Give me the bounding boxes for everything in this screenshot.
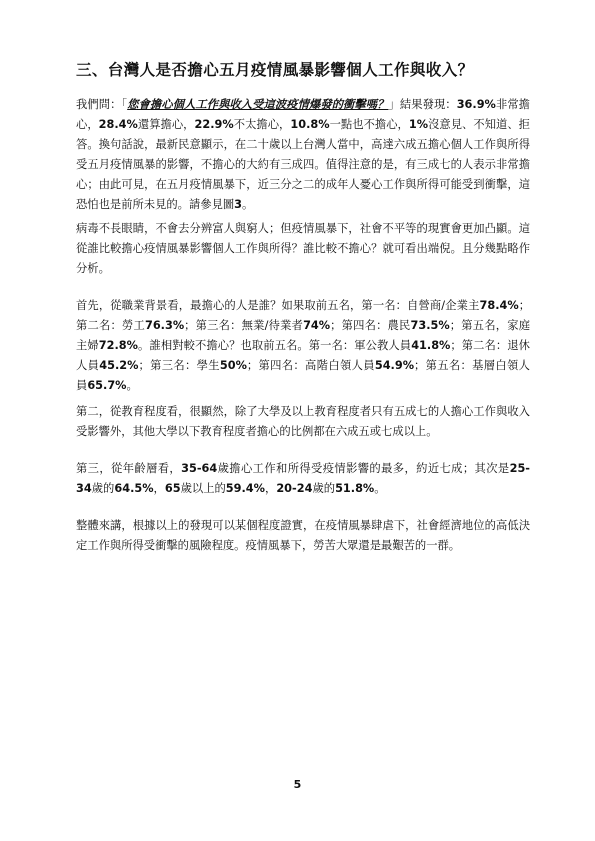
value: 25-34	[76, 462, 530, 495]
value: 59.4%	[225, 482, 265, 495]
text: 歲擔心工作和所得受疫情影響的最多，約近七成；其次是	[217, 462, 510, 475]
value: 65.7%	[87, 379, 127, 392]
value: 36.9%	[456, 98, 496, 111]
survey-question: 您會擔心個人工作與收入受這波疫情爆發的衝擊嗎？	[127, 98, 389, 111]
value: 41.8%	[411, 339, 451, 352]
text: ；第五名：基層白領人員	[76, 359, 530, 392]
text: ；第二名：退休人員	[76, 339, 530, 372]
text: 我們問：「	[76, 98, 128, 111]
text: 。	[242, 198, 254, 211]
value: 20-24	[276, 482, 313, 495]
value: 74%	[303, 319, 331, 332]
value: 65	[164, 482, 181, 495]
paragraph-education: 第二，從教育程度看，很顯然，除了大學及以上教育程度者只有五成七的人擔心工作與收入受影響外，其他大學以下教育程度者擔心的比例都在六成五或七成以上。	[76, 405, 530, 438]
text: ，	[265, 482, 277, 495]
value: 1%	[408, 118, 429, 131]
value: 78.4%	[479, 299, 519, 312]
value: 10.8%	[290, 118, 330, 131]
paragraph-age	[76, 459, 530, 499]
value: 3	[234, 198, 243, 211]
text: ；第三名：無業/待業者	[184, 319, 304, 332]
page-number: 5	[293, 778, 302, 791]
text: 沒意見、不知道、拒答。換句話說，最新民意顯示，在二十歲以上台灣人當中，高達六成五擔心個人工作與所得受五月疫情風暴的影響，不擔心的大約有三成四。值得注意的是，有三成七的人表示非常擔心；由此可見，在五月疫情風暴下，近三分之二的成年人憂心工作與所得可能受到衝擊，這恐怕也是前所未見的。請參見圖	[76, 118, 530, 211]
value: 76.3%	[144, 319, 185, 332]
value: 73.5%	[410, 319, 450, 332]
value: 28.4%	[98, 118, 138, 131]
text: ；第四名：農民	[330, 319, 411, 332]
text: 。	[374, 482, 386, 495]
value: 51.8%	[335, 482, 375, 495]
section-heading: 三、台灣人是否擔心五月疫情風暴影響個人工作與收入？	[76, 61, 474, 79]
paragraph-conclusion: 整體來講，根據以上的發現可以某個程度證實，在疫情風暴肆虐下，社會經濟地位的高低決定工作與所得受衝擊的風險程度。疫情風暴下，勞苦大眾還是最艱苦的一群。	[76, 519, 530, 552]
text: ；第三名：學生	[138, 359, 220, 372]
text: 非常擔心，	[76, 98, 530, 131]
text: 第三，從年齡層看，	[76, 462, 182, 475]
text: 首先，從職業背景看，最擔心的人是誰？如果取前五名，第一名：自營商/企業主	[76, 299, 480, 312]
paragraph-survey-results	[76, 95, 530, 215]
value: 50%	[219, 359, 247, 372]
paragraph-occupation	[76, 296, 530, 396]
value: 35-64	[181, 462, 218, 475]
text: 歲以上的	[180, 482, 226, 495]
value: 64.5%	[114, 482, 154, 495]
text: 一點也不擔心，	[329, 118, 409, 131]
text: ；第四名：高階白領人員	[246, 359, 375, 372]
value: 45.2%	[99, 359, 139, 372]
text: 歲的	[312, 482, 336, 495]
value: 72.8%	[98, 339, 138, 352]
text: 還算擔心，	[137, 118, 195, 131]
text: ；第二名：勞工	[76, 299, 530, 332]
text: ；第五名，家庭主婦	[76, 319, 530, 352]
text: ，	[153, 482, 165, 495]
value: 22.9%	[194, 118, 234, 131]
value: 54.9%	[374, 359, 415, 372]
text: 。誰相對較不擔心？也取前五名。第一名：軍公教人員	[137, 339, 412, 352]
text: 歲的	[91, 482, 115, 495]
text: 不太擔心，	[233, 118, 291, 131]
text: 」結果發現：	[388, 98, 457, 111]
paragraph-inequality: 病毒不長眼睛，不會去分辨富人與窮人；但疫情風暴下，社會不平等的現實會更加凸顯。這從誰比較擔心疫情風暴影響個人工作與所得？誰比較不擔心？就可看出端倪。且分幾點略作分析。	[76, 222, 530, 275]
text: 。	[126, 379, 138, 392]
